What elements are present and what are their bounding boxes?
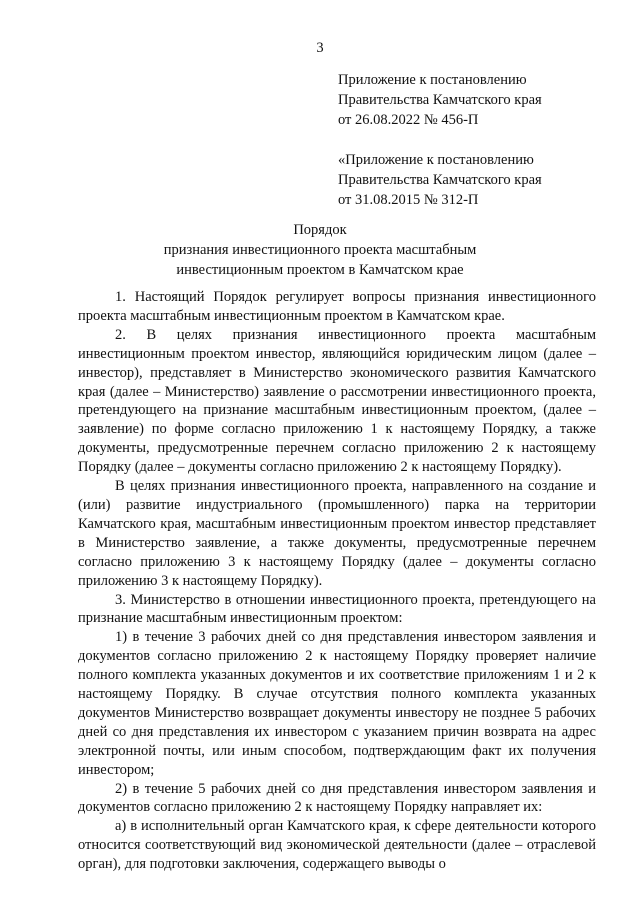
paragraph: В целях признания инвестиционного проекта, направленного на создание и (или) развитие индустриального (промышленного) парка на территории Камчатского края, масштабным инвестиционным проектом инвестор представляет в Министерство заявление, а также документы, предусмотренные перечнем согласно приложению 3 к настоящему Порядку (далее – документы согласно приложению 3 к настоящему Порядку). bbox=[78, 478, 596, 589]
title-line: признания инвестиционного проекта масштабным bbox=[163, 242, 477, 258]
document-title bbox=[0, 220, 640, 280]
appendix-header-line: Правительства Камчатского края bbox=[338, 172, 542, 188]
paragraph: а) в исполнительный орган Камчатского края, к сфере деятельности которого относится соответствующий вид экономической деятельности (далее – отраслевой орган), для подготовки заключения, содержащего выводы о bbox=[78, 818, 596, 873]
appendix-header-current bbox=[338, 70, 542, 130]
paragraph: 1) в течение 3 рабочих дней со дня представления инвестором заявления и документов согласно приложению 2 к настоящему Порядку проверяет наличие полного комплекта указанных документов и их соответствие приложениям 1 и 2 к настоящему Порядку. В случае отсутствия полного комплекта указанных документов Министерство возвращает документы инвестору не позднее 5 рабочих дней со дня представления их инвестором с указанием причин возврата на адрес электронной почты, или иным способом, подтверждающим факт их получения инвестором; bbox=[78, 629, 596, 778]
paragraph: 1. Настоящий Порядок регулирует вопросы признания инвестиционного проекта масштабным инвестиционным проектом в Камчатском крае. bbox=[78, 289, 596, 324]
appendix-header-line: Правительства Камчатского края bbox=[338, 92, 542, 108]
title-line: инвестиционным проектом в Камчатском крае bbox=[176, 262, 464, 278]
appendix-header-original bbox=[338, 150, 542, 210]
page-number: 3 bbox=[316, 40, 324, 56]
appendix-header-line: от 31.08.2015 № 312-П bbox=[338, 192, 479, 208]
title-line: Порядок bbox=[293, 222, 347, 238]
paragraph: 2) в течение 5 рабочих дней со дня представления инвестором заявления и документов согласно приложению 2 к настоящему Порядку направляет их: bbox=[78, 780, 596, 816]
document-body bbox=[78, 288, 596, 874]
paragraph: 3. Министерство в отношении инвестиционного проекта, претендующего на признание масштабным инвестиционным проектом: bbox=[78, 591, 596, 627]
paragraph: 2. В целях признания инвестиционного проекта масштабным инвестиционным проектом инвестор, являющийся юридическим лицом (далее – инвестор), представляет в Министерство экономического развития Камчатского края (далее – Министерство) заявление о рассмотрении инвестиционного проекта, претендующего на признание масштабным инвестиционным проектом, (далее –заявление) по форме согласно приложению 1 к настоящему Порядку, а также документы, предусмотренные перечнем согласно приложению 2 к настоящему Порядку (далее – документы согласно приложению 2 к настоящему Порядку). bbox=[78, 326, 596, 476]
appendix-header-line: Приложение к постановлению bbox=[338, 72, 527, 88]
appendix-header-line: от 26.08.2022 № 456-П bbox=[338, 112, 479, 128]
appendix-header-line: «Приложение к постановлению bbox=[338, 152, 534, 168]
